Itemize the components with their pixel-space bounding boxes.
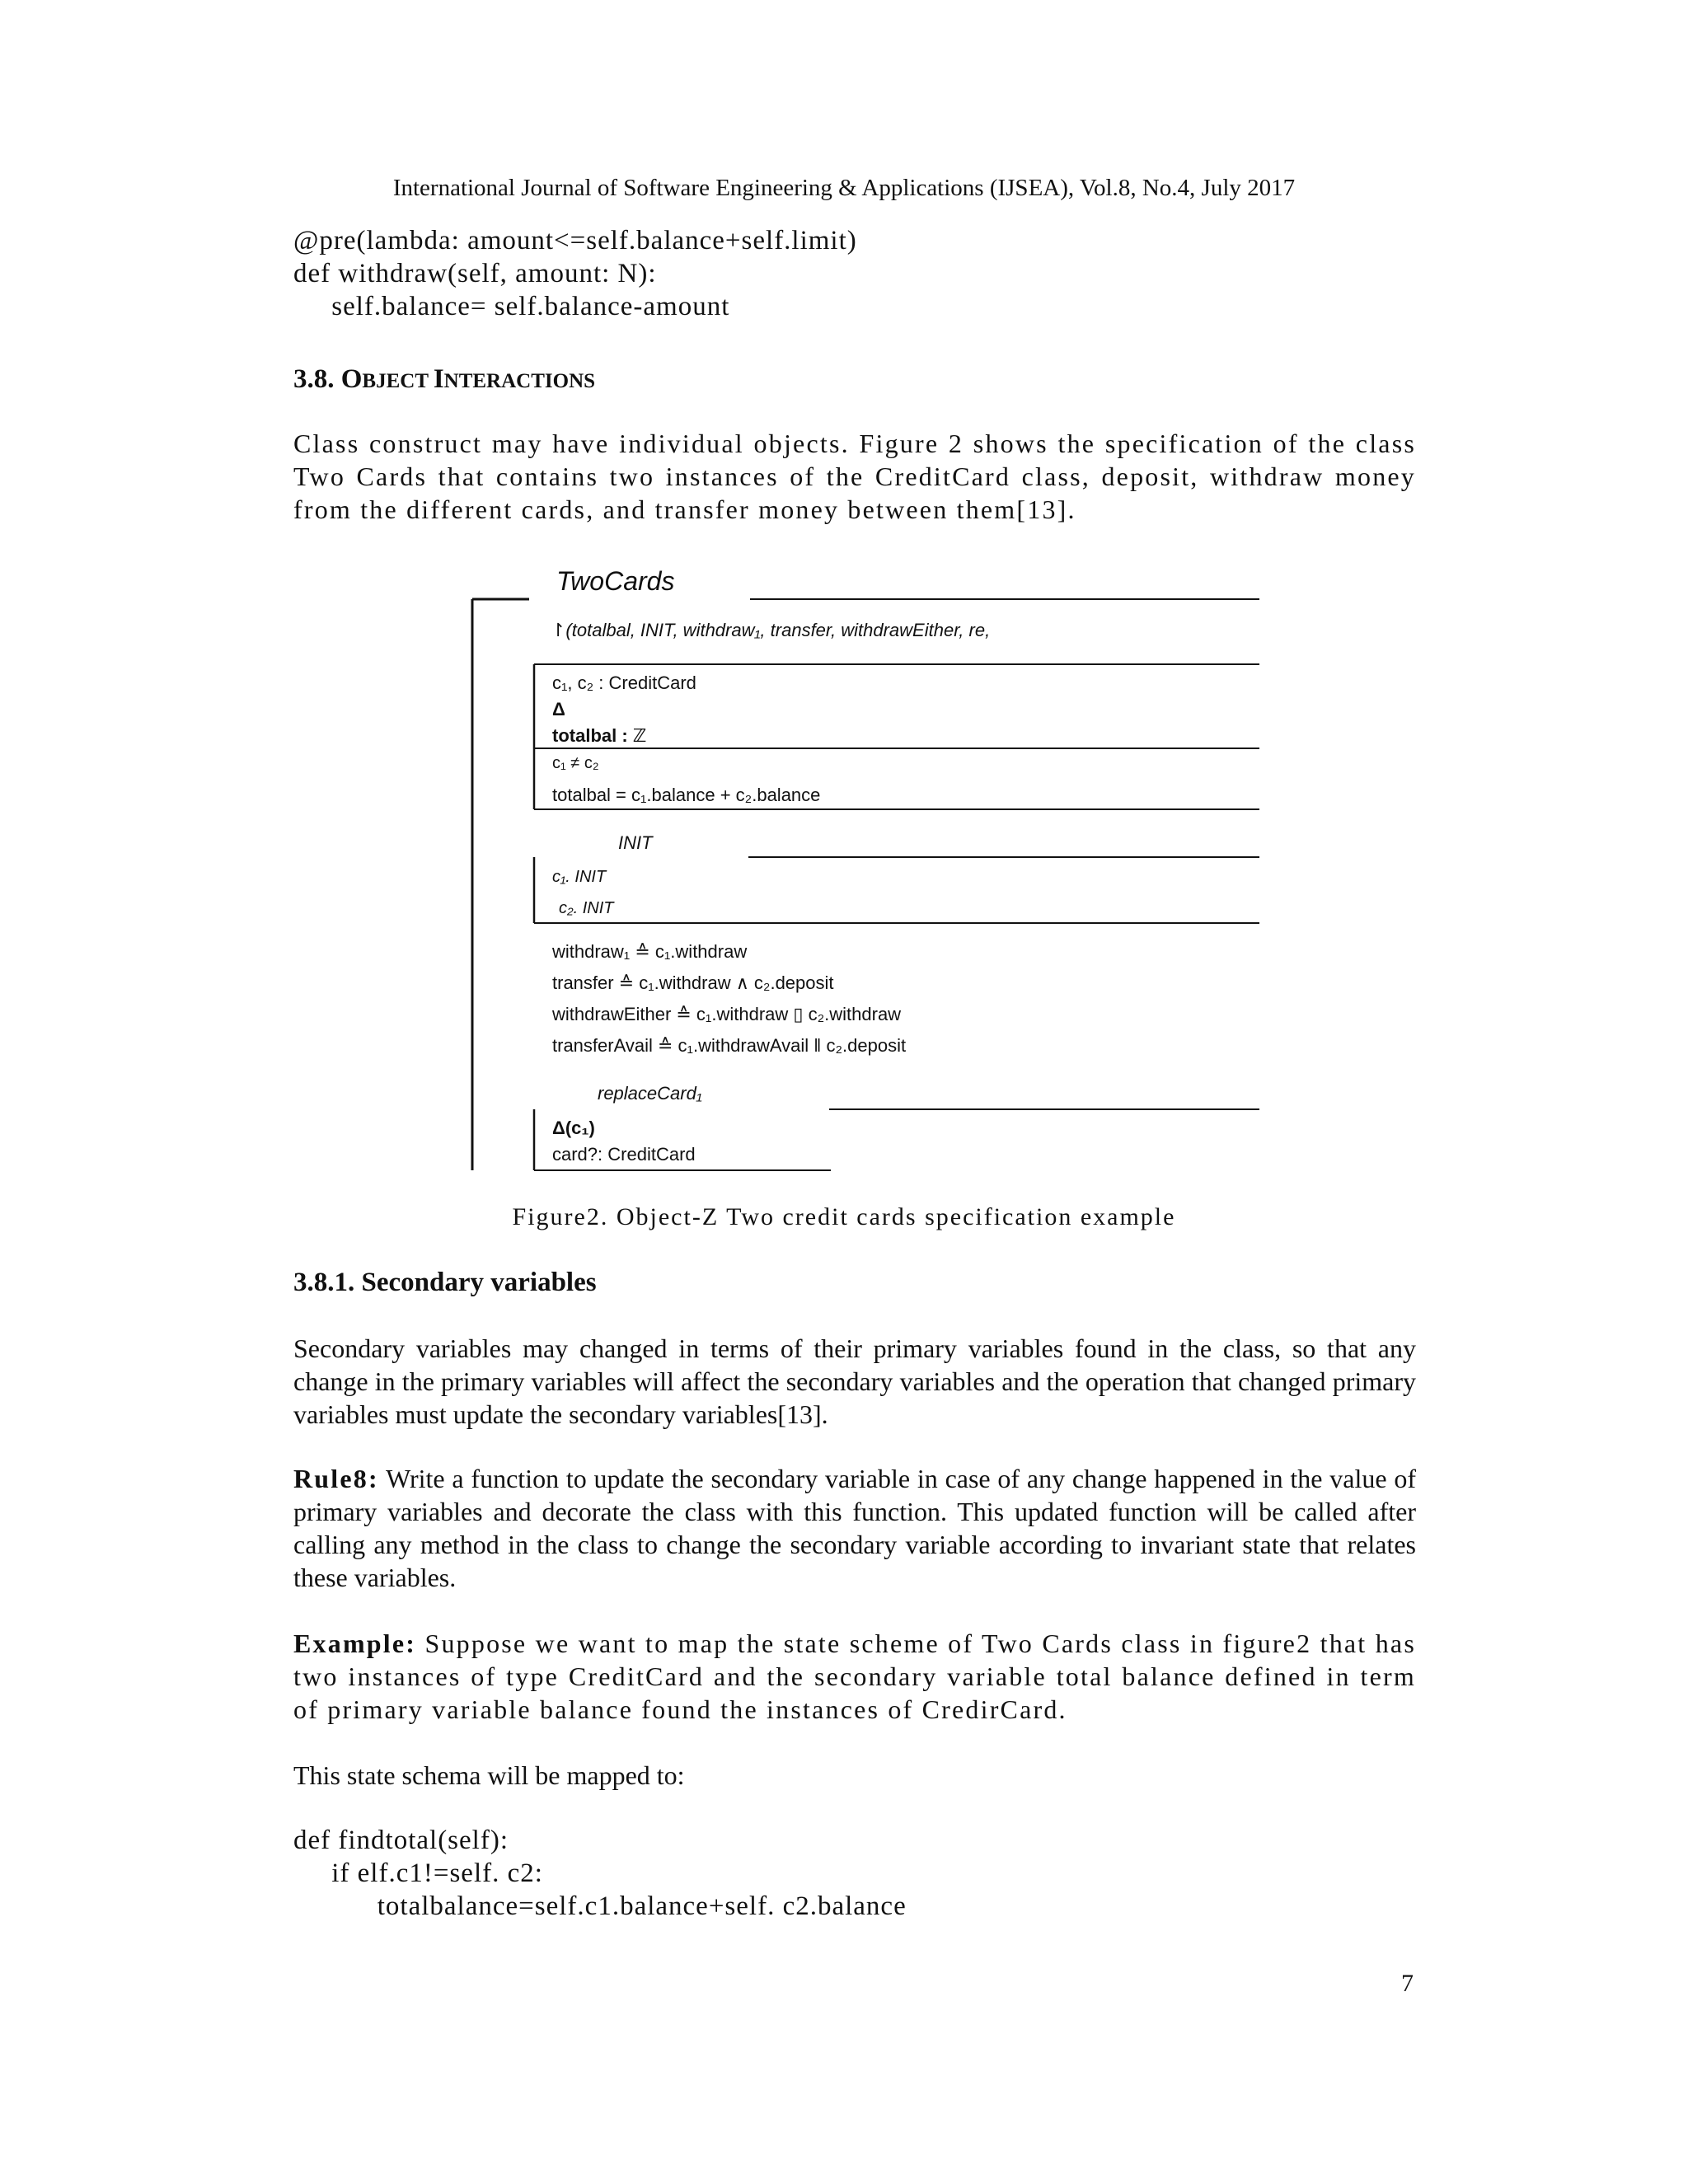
init-line: c₁. INIT xyxy=(552,868,607,886)
figure-caption: Figure2. Object-Z Two credit cards specification example xyxy=(512,1203,1176,1230)
code-line: if elf.c1!=self. c2: xyxy=(293,1858,543,1888)
page-number: 7 xyxy=(1401,1970,1414,1997)
subsection-heading: 3.8.1. Secondary variables xyxy=(293,1268,597,1297)
replace-title: replaceCard₁ xyxy=(598,1083,702,1104)
figure-title: TwoCards xyxy=(556,566,675,596)
replace-line: Δ(c₁) xyxy=(552,1118,595,1138)
paragraph-rule8: Rule8: Write a function to update the secondary variable in case of any change happened in the value of primary variables and decorate the class with this function. This updated function will be called after calling any method in the class to change the secondary variable according to invariant state that relates these variables. xyxy=(293,1464,1416,1592)
object-z-figure xyxy=(462,554,1286,1180)
state-predicate: c₁ ≠ c₂ xyxy=(552,754,599,772)
code-line: def findtotal(self): xyxy=(293,1825,509,1855)
state-predicate: totalbal = c₁.balance + c₂.balance xyxy=(552,785,821,805)
paragraph-example: Example: Suppose we want to map the state scheme of Two Cards class in figure2 that has two instances of type CreditCard and the secondary variable total balance defined in term of primary variable balance found the instances of CredirCard. xyxy=(293,1629,1416,1724)
delta-symbol: Δ xyxy=(552,699,565,719)
code-line: totalbalance=self.c1.balance+self. c2.balance xyxy=(293,1891,907,1921)
state-decl: c₁, c₂ : CreditCard xyxy=(552,673,696,693)
journal-header: International Journal of Software Engineering & Applications (IJSEA), Vol.8, No.4, July 2017 xyxy=(392,175,1296,201)
operation-def: withdrawEither ≙ c₁.withdraw ▯ c₂.withdraw xyxy=(552,1004,902,1024)
section-heading: 3.8. OBJECT INTERACTIONS xyxy=(293,364,596,394)
state-decl: totalbal : ℤ xyxy=(552,725,647,746)
code-line: def withdraw(self, amount: N): xyxy=(293,259,657,288)
visibility-list: ↾(totalbal, INIT, withdraw₁, transfer, withdrawEither, re, xyxy=(551,620,991,640)
code-line: self.balance= self.balance-amount xyxy=(293,292,730,321)
operation-def: withdraw₁ ≙ c₁.withdraw xyxy=(552,941,748,962)
paragraph-mapped: This state schema will be mapped to: xyxy=(293,1760,685,1790)
paragraph-secondary: Secondary variables may changed in terms of their primary variables found in the class, so that any change in the primary variables will affect the secondary variables and the operation that changed primary variables must update the secondary variables[13]. xyxy=(293,1333,1416,1429)
operation-def: transfer ≙ c₁.withdraw ∧ c₂.deposit xyxy=(552,972,834,993)
init-title: INIT xyxy=(618,832,653,853)
paragraph-intro: Class construct may have individual objects. Figure 2 shows the specification of the class Two Cards that contains two instances of the CreditCard class, deposit, withdraw money from the different cards, and transfer money between them[13]. xyxy=(293,429,1416,524)
replace-line: card?: CreditCard xyxy=(552,1144,696,1165)
code-line: @pre(lambda: amount<=self.balance+self.limit) xyxy=(293,226,857,255)
init-line: c₂. INIT xyxy=(559,899,614,917)
operation-def: transferAvail ≙ c₁.withdrawAvail ‖ c₂.deposit xyxy=(552,1035,907,1056)
